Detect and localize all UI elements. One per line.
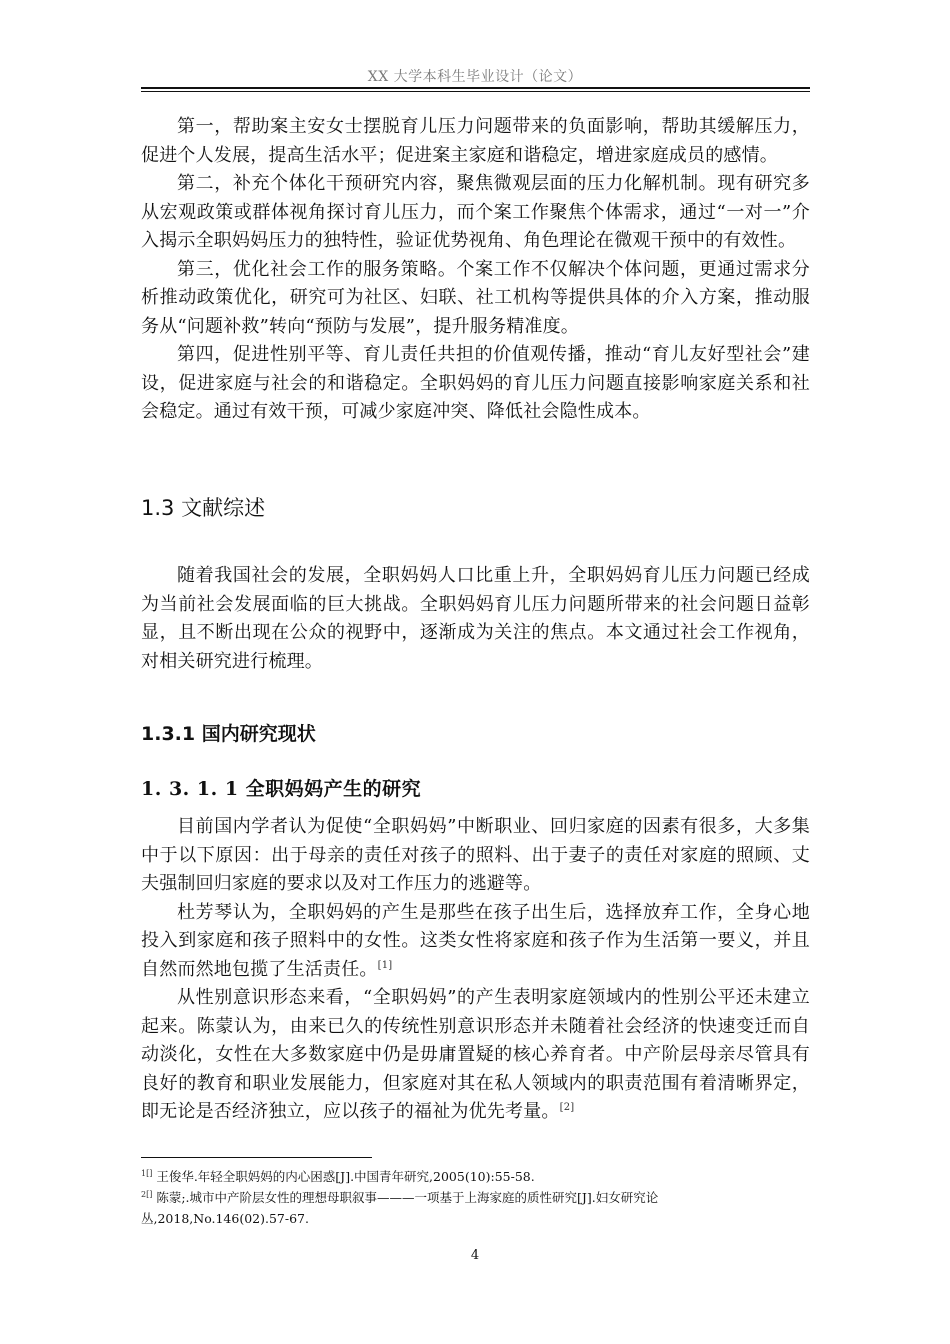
paragraph-fourth: 第四，促进性别平等、育儿责任共担的价值观传播，推动“育儿友好型社会”建设，促进家庭与社会的和谐稳定。全职妈妈的育儿压力问题直接影响家庭关系和社会稳定。通过有效干预，可减少家庭冲突、降低社会隐性成本。: [141, 344, 810, 422]
footnote-separator: [141, 1157, 372, 1158]
citation-2[interactable]: [2]: [559, 1102, 575, 1113]
footnote-2: [141, 1187, 741, 1229]
domestic-research-section: [141, 813, 810, 1127]
footnote-mark-1: 1[]: [141, 1168, 153, 1178]
paragraph-du-fangqin-text: 杜芳琴认为，全职妈妈的产生是那些在孩子出生后，选择放弃工作，全身心地投入到家庭和孩子照料中的女性。这类女性将家庭和孩子作为生活第一要义，并且自然而然地包揽了生活责任。: [141, 901, 810, 980]
footnote-mark-2: 2[]: [141, 1189, 153, 1199]
paragraph-factors: 目前国内学者认为促使“全职妈妈”中断职业、回归家庭的因素有很多，大多集中于以下原因：出于母亲的责任对孩子的照料、出于妻子的责任对家庭的照顾、丈夫强制回归家庭的要求以及对工作压力的逃避等。: [141, 816, 810, 894]
page-number: 4: [470, 1248, 480, 1263]
section-heading-1-3: 1.3 文献综述: [141, 496, 266, 520]
footnote-text-2: 陈蒙;.城市中产阶层女性的理想母职叙事———一项基于上海家庭的质性研究[J].妇女研究论丛,2018,No.146(02).57-67.: [141, 1190, 659, 1226]
header-rule: [141, 87, 810, 92]
footnote-1: [141, 1166, 741, 1187]
citation-1[interactable]: [1]: [377, 959, 393, 971]
section-heading-1-3-1-1: 1. 3. 1. 1 全职妈妈产生的研究: [141, 778, 422, 800]
literature-review-intro: [141, 562, 810, 676]
paragraph-first: 第一，帮助案主安女士摆脱育儿压力问题带来的负面影响，帮助其缓解压力，促进个人发展，提高生活水平；促进案主家庭和谐稳定，增进家庭成员的感情。: [141, 116, 810, 166]
intro-section: [141, 113, 810, 427]
footnote-text-1: 王俊华.年轻全职妈妈的内心困惑[J].中国青年研究,2005(10):55-58.: [156, 1169, 535, 1184]
paragraph-third: 第三，优化社会工作的服务策略。个案工作不仅解决个体问题，更通过需求分析推动政策优化，研究可为社区、妇联、社工机构等提供具体的介入方案，推动服务从“问题补救”转向“预防与发展”，提升服务精准度。: [141, 258, 810, 337]
paragraph-second: 第二，补充个体化干预研究内容，聚焦微观层面的压力化解机制。现有研究多从宏观政策或群体视角探讨育儿压力，而个案工作聚焦个体需求，通过“一对一”介入揭示全职妈妈压力的独特性，验证优势视角、角色理论在微观干预中的有效性。: [141, 173, 810, 251]
paragraph-review-intro: 随着我国社会的发展，全职妈妈人口比重上升，全职妈妈育儿压力问题已经成为当前社会发展面临的巨大挑战。全职妈妈育儿压力问题所带来的社会问题日益彰显，且不断出现在公众的视野中，逐渐成为关注的焦点。本文通过社会工作视角，对相关研究进行梳理。: [141, 565, 810, 672]
running-header: XX 大学本科生毕业设计（论文）: [367, 69, 583, 85]
paragraph-chen-meng-text: 从性别意识形态来看，“全职妈妈”的产生表明家庭领域内的性别公平还未建立起来。陈蒙认为，由来已久的传统性别意识形态并未随着社会经济的快速变迁而自动淡化，女性在大多数家庭中仍是毋庸置疑的核心养育者。中产阶层母亲尽管具有良好的教育和职业发展能力，但家庭对其在私人领域内的职责范围有着清晰界定，即无论是否经济独立，应以孩子的福祉为优先考量。: [141, 987, 810, 1122]
footnotes: [141, 1166, 741, 1229]
section-heading-1-3-1: 1.3.1 国内研究现状: [141, 723, 316, 745]
paragraph-chen-meng: [141, 984, 810, 1127]
paragraph-du-fangqin: [141, 899, 810, 985]
